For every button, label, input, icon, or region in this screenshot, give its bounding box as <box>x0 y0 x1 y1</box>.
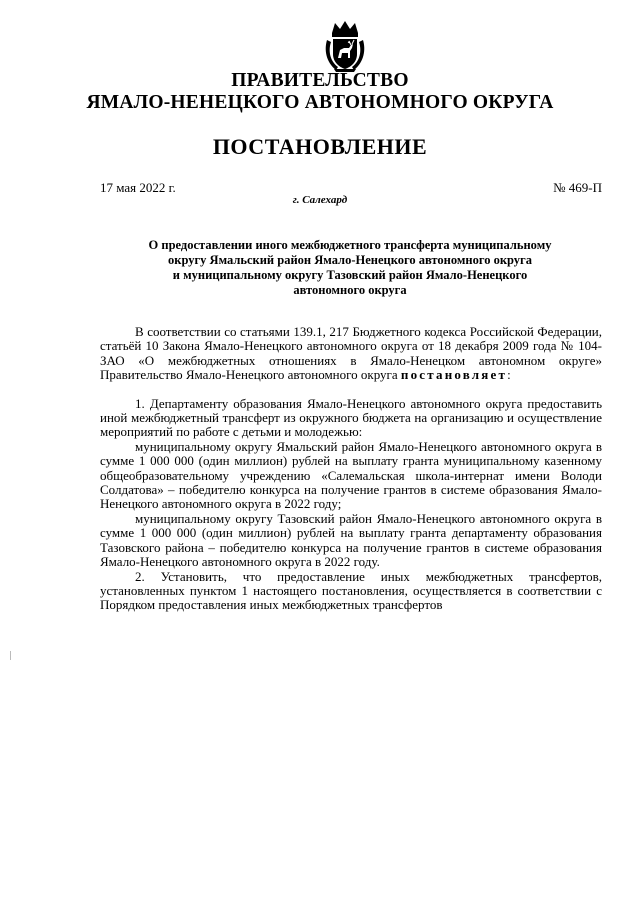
title-line: автономного округа <box>293 283 407 297</box>
document-number: № 469-П <box>553 180 602 195</box>
document-date: 17 мая 2022 г. <box>100 180 176 195</box>
org-name-line1: ПРАВИТЕЛЬСТВО <box>231 70 409 91</box>
org-name-line2: ЯМАЛО-НЕНЕЦКОГО АВТОНОМНОГО ОКРУГА <box>86 92 554 113</box>
preamble-paragraph <box>100 325 602 383</box>
scan-margin-mark <box>10 651 11 660</box>
yamal-coat-of-arms-icon <box>322 20 368 74</box>
preamble-text: В соответствии со статьями 139.1, 217 Бюджетного кодекса Российской Федерации, статьёй 10 Закона Ямало-Ненецкого автономного округа от 18 декабря 2009 года № 104-ЗАО «О межбюджетных отношениях в Ямало-Ненецком автономном округе» Правительство Ямало-Ненецкого автономного округа <box>100 324 602 383</box>
document-title <box>100 238 600 298</box>
paragraph-1-tazovsky: муниципальному округу Тазовский район Ямало-Ненецкого автономного округа в сумме 1 000 000 (один миллион) рублей на выплату гранта департаменту образования Тазовского района – победителю конкурса на получение грантов в системе образования Ямало-Ненецкого автономного округа в 2022 году. <box>100 510 602 570</box>
paragraph-1-yamal: муниципальному округу Ямальский район Ямало-Ненецкого автономного округа в сумме 1 000 000 (один миллион) рублей на выплату гранта муниципальному казенному общеобразовательному учреждению «Салемальская школа-интернат имени Володи Солдатова» – победителю конкурса на получение грантов в системе образования Ямало-Ненецкого автономного округа в 2022 году; <box>100 438 602 512</box>
title-line: О предоставлении иного межбюджетного трансферта муниципальному <box>148 238 552 252</box>
title-line: округу Ямальский район Ямало-Ненецкого автономного округа <box>168 253 532 267</box>
paragraph-2: 2. Установить, что предоставление иных межбюджетных трансфертов, установленных пунктом 1 настоящего постановления, осуществляется в соответствии с Порядком предоставления иных межбюджетных трансфертов <box>100 568 602 613</box>
document-type: ПОСТАНОВЛЕНИЕ <box>212 134 428 159</box>
decree-word: постановляет <box>400 367 508 383</box>
title-line: и муниципальному округу Тазовский район Ямало-Ненецкого <box>172 268 528 282</box>
document-body <box>100 325 602 613</box>
preamble-colon: : <box>507 367 511 383</box>
document-city: г. Салехард <box>292 194 348 206</box>
paragraph-1: 1. Департаменту образования Ямало-Ненецкого автономного округа предоставить иной межбюджетный трансферт из окружного бюджета на организацию и осуществление мероприятий по работе с детьми и молодежью: <box>100 395 602 440</box>
